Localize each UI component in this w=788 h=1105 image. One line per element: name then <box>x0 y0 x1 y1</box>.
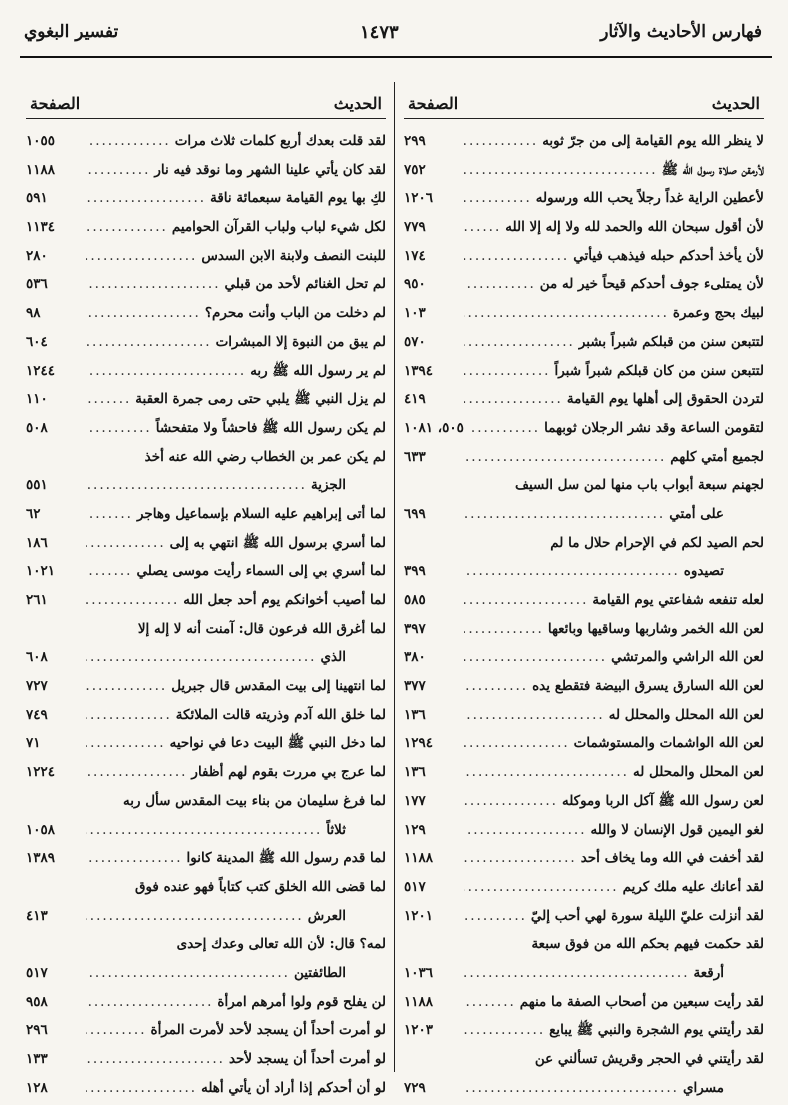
dot-leader <box>86 1016 147 1045</box>
dot-leader <box>464 844 577 873</box>
index-row <box>26 758 386 787</box>
page-ref: ٦٠٨ <box>26 649 48 666</box>
hadith-text: على أمتي <box>669 505 724 522</box>
page-ref: ٣٩٧ <box>404 620 426 637</box>
dot-leader <box>86 758 187 787</box>
index-row <box>404 213 764 242</box>
dot-leader <box>464 385 563 414</box>
index-row <box>404 586 764 615</box>
dot-leader <box>86 557 132 586</box>
page-ref: ١٠٣ <box>404 305 426 322</box>
page-ref: ١٣٦ <box>404 764 426 781</box>
page-ref: ٥٥١ <box>26 477 48 494</box>
hadith-text: لا ينظر الله يوم القيامة إلى من جرّ ثوبه <box>542 133 764 149</box>
index-row <box>404 1016 764 1045</box>
dot-leader <box>464 500 665 529</box>
dot-leader <box>464 672 528 701</box>
dot-leader <box>464 443 666 472</box>
hadith-text: لقد رأيتني يوم الشجرة والنبي ﷺ يبايع <box>549 1022 764 1039</box>
dot-leader <box>86 1074 197 1103</box>
page-ref: ١٢٩ <box>404 821 426 838</box>
hadith-text: لما أسري بي إلى السماء رأيت موسى يصلي <box>136 563 386 580</box>
hadith-text: لتقومن الساعة وقد نشر الرجلان ثوبهما <box>544 419 764 436</box>
left-rows <box>26 127 386 1102</box>
hadith-text: لقد أنزلت عليّ الليلة سورة لهي أحب إليّ <box>530 907 764 924</box>
page-ref: ٦٢ <box>26 505 41 522</box>
page-ref: ٢٨٠ <box>26 247 48 264</box>
dot-leader <box>464 988 516 1017</box>
index-row <box>26 156 386 185</box>
page-ref: ٥١٧ <box>26 964 48 981</box>
header-rule <box>20 56 772 58</box>
index-row <box>404 787 764 816</box>
hadith-text: لحم الصيد لكم في الإحرام حلال ما لم <box>550 534 764 551</box>
hadith-text: لعن الله الخمر وشاربها وساقيها وبائعها <box>547 620 764 637</box>
index-row <box>26 414 386 443</box>
hadith-text: لما خلق الله آدم وذريته قالت الملائكة <box>175 706 386 723</box>
dot-leader <box>86 1045 225 1074</box>
page-ref: ٣٨٠ <box>404 649 426 666</box>
column-divider <box>394 82 395 1072</box>
index-row <box>404 385 764 414</box>
dot-leader <box>86 500 133 529</box>
index-row <box>404 529 764 558</box>
hadith-text: لتتبعن سنن من كان قبلكم شبراً شبراً <box>554 362 764 379</box>
hadith-text: لما أصيب أخوانكم يوم أحد جعل الله <box>183 592 386 608</box>
dot-leader <box>464 557 680 586</box>
index-row <box>404 701 764 730</box>
dot-leader <box>86 242 197 271</box>
dot-leader <box>86 213 168 242</box>
page-ref: ٣٩٩ <box>404 563 426 580</box>
dot-leader <box>464 758 629 787</box>
page-ref: ١٨٦ <box>26 534 48 551</box>
index-row <box>404 1074 764 1103</box>
index-row <box>26 672 386 701</box>
dot-leader <box>86 414 152 443</box>
left-column-header <box>26 84 386 119</box>
hadith-text: لو أمرت أحداً أن يسجد لأحد <box>228 1051 386 1067</box>
hadith-text: لقد كان يأتي علينا الشهر وما نوقد فيه نار <box>154 161 386 178</box>
hadith-text: لم تحل الغنائم لأحد من قبلي <box>224 276 386 293</box>
index-row <box>26 529 386 558</box>
page-ref: ٥٣٦ <box>26 276 48 293</box>
hadith-text: الطائفتين <box>293 964 346 981</box>
dot-leader <box>86 328 212 357</box>
hadith-text: لن يفلح قوم ولوا أمرهم امرأة <box>217 993 386 1010</box>
index-row <box>26 299 386 328</box>
index-row <box>26 643 386 672</box>
dot-leader <box>86 471 307 500</box>
page-ref: ٧٧٩ <box>404 219 426 236</box>
page-ref: ٧٢٧ <box>26 678 48 695</box>
hadith-text: تصيدوه <box>683 563 724 580</box>
hadith-text: لغو اليمين قول الإنسان لا والله <box>590 821 764 838</box>
index-row <box>26 184 386 213</box>
hadith-text: لو أمرت أحداً أن يسجد لأحد لأمرت المرأة <box>150 1022 386 1039</box>
index-row <box>404 357 764 386</box>
dot-leader <box>464 1016 545 1045</box>
page-ref: ٥٨٥ <box>404 592 426 608</box>
hadith-text: لتتبعن سنن من قبلكم شبراً بشبر <box>578 333 764 350</box>
index-row <box>26 615 386 644</box>
hadith-text: لبيك بحج وعمرة <box>672 305 764 322</box>
page-ref: ٦٣٣ <box>404 448 426 465</box>
hadith-text: لقد رأيتني في الحجر وقريش تسألني عن <box>534 1051 764 1067</box>
page-ref: ١٠٥٥ <box>26 133 56 149</box>
hadith-text: لأن أقول سبحان الله والحمد لله ولا إله إلا الله <box>505 219 764 236</box>
index-row <box>26 270 386 299</box>
index-row <box>404 270 764 299</box>
index-row <box>404 873 764 902</box>
dot-leader <box>468 414 540 443</box>
dot-leader <box>464 270 536 299</box>
index-row <box>404 443 764 472</box>
page-ref: ١٣٨٩ <box>26 850 56 867</box>
right-rows <box>404 127 764 1102</box>
dot-leader <box>86 816 322 845</box>
index-row <box>404 816 764 845</box>
hadith-text: لكل شيء لباب ولباب القرآن الحواميم <box>171 219 386 236</box>
hadith-column-label: الحديث <box>333 94 382 113</box>
hadith-column-label: الحديث <box>711 94 760 113</box>
dot-leader <box>86 156 150 185</box>
index-row <box>26 729 386 758</box>
hadith-text: لما عرج بي مررت بقوم لهم أظفار <box>191 764 386 781</box>
index-row <box>26 586 386 615</box>
page-number: ١٤٧٣ <box>360 22 399 43</box>
page-ref: ١٣٣ <box>26 1051 48 1067</box>
index-row <box>404 299 764 328</box>
index-row <box>404 988 764 1017</box>
dot-leader <box>464 184 532 213</box>
index-row <box>26 127 386 156</box>
dot-leader <box>464 299 669 328</box>
index-row <box>404 672 764 701</box>
page-ref: ٩٥٨ <box>26 993 48 1010</box>
dot-leader <box>86 385 131 414</box>
hadith-text: الجزية <box>310 477 346 494</box>
page-ref: ١٢٤٤ <box>26 362 56 379</box>
index-row <box>404 1045 764 1074</box>
page-ref: ١٢٠١ <box>404 907 434 924</box>
index-row <box>404 328 764 357</box>
dot-leader <box>464 816 587 845</box>
hadith-text: لقد رأيت سبعين من أصحاب الصفة ما منهم <box>519 993 764 1010</box>
hadith-text: لقد أعانك عليه ملك كريم <box>622 878 764 895</box>
page-column-label: الصفحة <box>30 94 81 113</box>
index-row <box>404 557 764 586</box>
hadith-text: لما أغرق الله فرعون قال: آمنت أنه لا إله إلا <box>137 620 386 637</box>
dot-leader <box>464 357 550 386</box>
dot-leader <box>464 328 575 357</box>
page-column-label: الصفحة <box>408 94 459 113</box>
dot-leader <box>464 643 607 672</box>
hadith-text: لم يكن عمر بن الخطاب رضي الله عنه أخذ <box>144 448 386 465</box>
page-ref: ٧١ <box>26 735 41 752</box>
hadith-text: لما فرغ سليمان من بناء بيت المقدس سأل ربه <box>123 792 386 809</box>
hadith-text: لأن يمتلىء جوف أحدكم قيحاً خير له من <box>539 276 764 293</box>
index-row <box>26 213 386 242</box>
dot-leader <box>464 213 501 242</box>
page-ref: ١٠٥٨ <box>26 821 56 838</box>
hadith-text: لعن الله السارق يسرق البيضة فتقطع يده <box>532 678 764 695</box>
page-ref: ٤١٣ <box>26 907 48 924</box>
page-ref: ٢٩٩ <box>404 133 426 149</box>
page-ref: ٦٩٩ <box>404 505 426 522</box>
page-ref: ١٣٩٤ <box>404 362 434 379</box>
index-row <box>26 787 386 816</box>
hadith-text: لأن يأخذ أحدكم حبله فيذهب فيأتي <box>573 247 764 264</box>
page-ref: ٧٥٢ <box>404 161 426 178</box>
dot-leader <box>86 672 167 701</box>
dot-leader <box>464 127 538 156</box>
right-column <box>404 84 764 1102</box>
hadith-text: لما انتهينا إلى بيت المقدس قال جبريل <box>171 678 386 695</box>
dot-leader <box>464 242 569 271</box>
index-row <box>404 615 764 644</box>
hadith-text: لعن الله الواشمات والمستوشمات <box>573 735 764 752</box>
dot-leader <box>464 959 690 988</box>
page-ref: ١٢٩٤ <box>404 735 434 752</box>
page-ref: ١٢٠٦ <box>404 190 434 207</box>
page-ref: ٤١٩ <box>404 391 426 408</box>
dot-leader <box>86 529 166 558</box>
page-ref: ١٢٢٤ <box>26 764 56 781</box>
index-row <box>26 988 386 1017</box>
page-ref: ٩٨ <box>26 305 41 322</box>
dot-leader <box>464 586 588 615</box>
dot-leader <box>86 701 172 730</box>
index-row <box>26 816 386 845</box>
hadith-text: لقد حكمت فيهم بحكم الله من فوق سبعة <box>531 936 764 953</box>
dot-leader <box>86 270 221 299</box>
dot-leader <box>86 357 246 386</box>
index-row <box>404 758 764 787</box>
hadith-text: لما قدم رسول الله ﷺ المدينة كانوا <box>186 850 386 867</box>
hadith-text: لما دخل النبي ﷺ البيت دعا في نواحيه <box>169 735 386 752</box>
page-ref: ٥٠٨ <box>26 419 48 436</box>
index-row <box>404 844 764 873</box>
index-row <box>404 930 764 959</box>
index-row <box>26 1074 386 1103</box>
hadith-text: العرش <box>307 907 346 924</box>
index-row <box>26 500 386 529</box>
index-row <box>26 873 386 902</box>
hadith-text: لجهنم سبعة أبواب باب منها لمن سل السيف <box>515 477 764 494</box>
dot-leader <box>86 586 179 615</box>
hadith-text: لم يبق من النبوة إلا المبشرات <box>215 333 386 350</box>
left-column <box>26 84 386 1102</box>
index-row <box>26 1045 386 1074</box>
page-ref: ٧٢٩ <box>404 1079 426 1096</box>
page-ref: ١٠٢١ <box>26 563 56 580</box>
page-ref: ١٣٦ <box>404 706 426 723</box>
index-row <box>26 471 386 500</box>
dot-leader <box>86 959 290 988</box>
hadith-text: مسراي <box>682 1079 724 1096</box>
dot-leader <box>464 615 544 644</box>
hadith-text: لقد قلت بعدك أربع كلمات ثلاث مرات <box>174 133 386 149</box>
index-row <box>404 902 764 931</box>
hadith-text: لجميع أمتي كلهم <box>670 448 764 465</box>
page-ref: ١٠٣٦ <box>404 964 434 981</box>
index-row <box>404 643 764 672</box>
hadith-text: لم ير رسول الله ﷺ ربه <box>250 362 386 379</box>
page-ref: ١٧٧ <box>404 792 426 809</box>
index-row <box>26 328 386 357</box>
index-row <box>26 930 386 959</box>
hadith-text: لما أتى إبراهيم عليه السلام بإسماعيل وهاجر <box>136 505 386 522</box>
hadith-text: لكِ بها يوم القيامة سبعمائة ناقة <box>210 190 386 207</box>
hadith-text: لتردن الحقوق إلى أهلها يوم القيامة <box>566 391 764 408</box>
page-ref: ١٢٨ <box>26 1079 48 1096</box>
page-ref: ٥١٧ <box>404 878 426 895</box>
index-row <box>404 127 764 156</box>
index-row <box>26 701 386 730</box>
page-ref: ٩٥٠ <box>404 276 426 293</box>
page-ref: ٣٧٧ <box>404 678 426 695</box>
dot-leader <box>86 127 171 156</box>
dot-leader <box>464 156 658 185</box>
dot-leader <box>464 701 605 730</box>
dot-leader <box>464 902 527 931</box>
index-row <box>404 156 764 185</box>
index-row <box>404 242 764 271</box>
dot-leader <box>464 787 558 816</box>
hadith-text: لما قضى الله الخلق كتب كتاباً فهو عنده فوق <box>134 878 386 895</box>
hadith-text: لعن رسول الله ﷺ آكل الربا وموكله <box>561 792 764 809</box>
dot-leader <box>464 873 619 902</box>
section-title: فهارس الأحاديث والآثار <box>600 22 762 42</box>
dot-leader <box>464 1074 679 1103</box>
hadith-text: لأرمقن صلاة رسول الله ﷺ <box>661 161 764 178</box>
page-ref: ١٧٤ <box>404 247 426 264</box>
index-row <box>26 1016 386 1045</box>
hadith-text: لعن الله الراشي والمرتشي <box>611 649 764 666</box>
index-row <box>404 184 764 213</box>
hadith-text: لم يزل النبي ﷺ يلبي حتى رمى جمرة العقبة <box>135 391 386 408</box>
page-ref: ١٢٠٣ <box>404 1022 434 1039</box>
page-ref: ٥٧٠ <box>404 333 426 350</box>
index-row <box>26 959 386 988</box>
index-row <box>404 414 764 443</box>
index-row <box>26 443 386 472</box>
index-row <box>26 357 386 386</box>
dot-leader <box>86 988 213 1017</box>
index-row <box>26 385 386 414</box>
index-row <box>404 471 764 500</box>
page-ref: ٢٦١ <box>26 592 48 608</box>
index-row <box>404 959 764 988</box>
dot-leader <box>86 844 183 873</box>
hadith-text: لأعطين الراية غداً رجلاً يحب الله ورسوله <box>535 190 764 207</box>
hadith-text: للبنت النصف ولابنة الابن السدس <box>201 247 386 264</box>
hadith-text: لما أسري برسول الله ﷺ انتهي به إلى <box>169 534 386 551</box>
page-header <box>0 0 788 62</box>
page-ref: ٥٩١ <box>26 190 48 207</box>
page-ref: ١١٨٨ <box>404 993 434 1010</box>
page-ref: ٧٤٩ <box>26 706 48 723</box>
index-row <box>26 557 386 586</box>
hadith-text: لو أن أحدكم إذا أراد أن يأتي أهله <box>201 1079 386 1096</box>
page-ref: ١١٣٤ <box>26 219 56 236</box>
hadith-text: لعن المحلل والمحلل له <box>632 764 764 781</box>
dot-leader <box>86 184 206 213</box>
dot-leader <box>464 729 570 758</box>
index-row <box>404 729 764 758</box>
hadith-text: لقد أخفت في الله وما يخاف أحد <box>580 850 764 867</box>
dot-leader <box>86 299 201 328</box>
hadith-text: ثلاثاً <box>326 821 346 838</box>
index-row <box>26 242 386 271</box>
book-title: تفسير البغوي <box>24 22 119 42</box>
hadith-text: لمه؟ قال: لأن الله تعالى وعدك إحدى <box>176 936 386 953</box>
index-row <box>404 500 764 529</box>
page-ref: ١١٨٨ <box>26 161 56 178</box>
page-ref: ٥٠٥، ١٠٨١ <box>404 419 464 436</box>
page-ref: ٢٩٦ <box>26 1022 48 1039</box>
index-row <box>26 902 386 931</box>
hadith-text: لعن الله المحلل والمحلل له <box>608 706 764 723</box>
hadith-text: الذي <box>320 649 346 666</box>
right-column-header <box>404 84 764 119</box>
dot-leader <box>86 902 304 931</box>
index-row <box>26 844 386 873</box>
hadith-text: لم يكن رسول الله ﷺ فاحشاً ولا متفحشاً <box>155 419 386 436</box>
hadith-text: لعله تنفعه شفاعتي يوم القيامة <box>592 592 764 608</box>
page-ref: ١١٨٨ <box>404 850 434 867</box>
page-ref: ٦٠٤ <box>26 333 48 350</box>
dot-leader <box>86 729 166 758</box>
hadith-text: لم دخلت من الباب وأنت محرم؟ <box>204 305 386 322</box>
dot-leader <box>86 643 316 672</box>
page-ref: ١١٠ <box>26 391 48 408</box>
hadith-text: أرقعة <box>693 964 724 981</box>
